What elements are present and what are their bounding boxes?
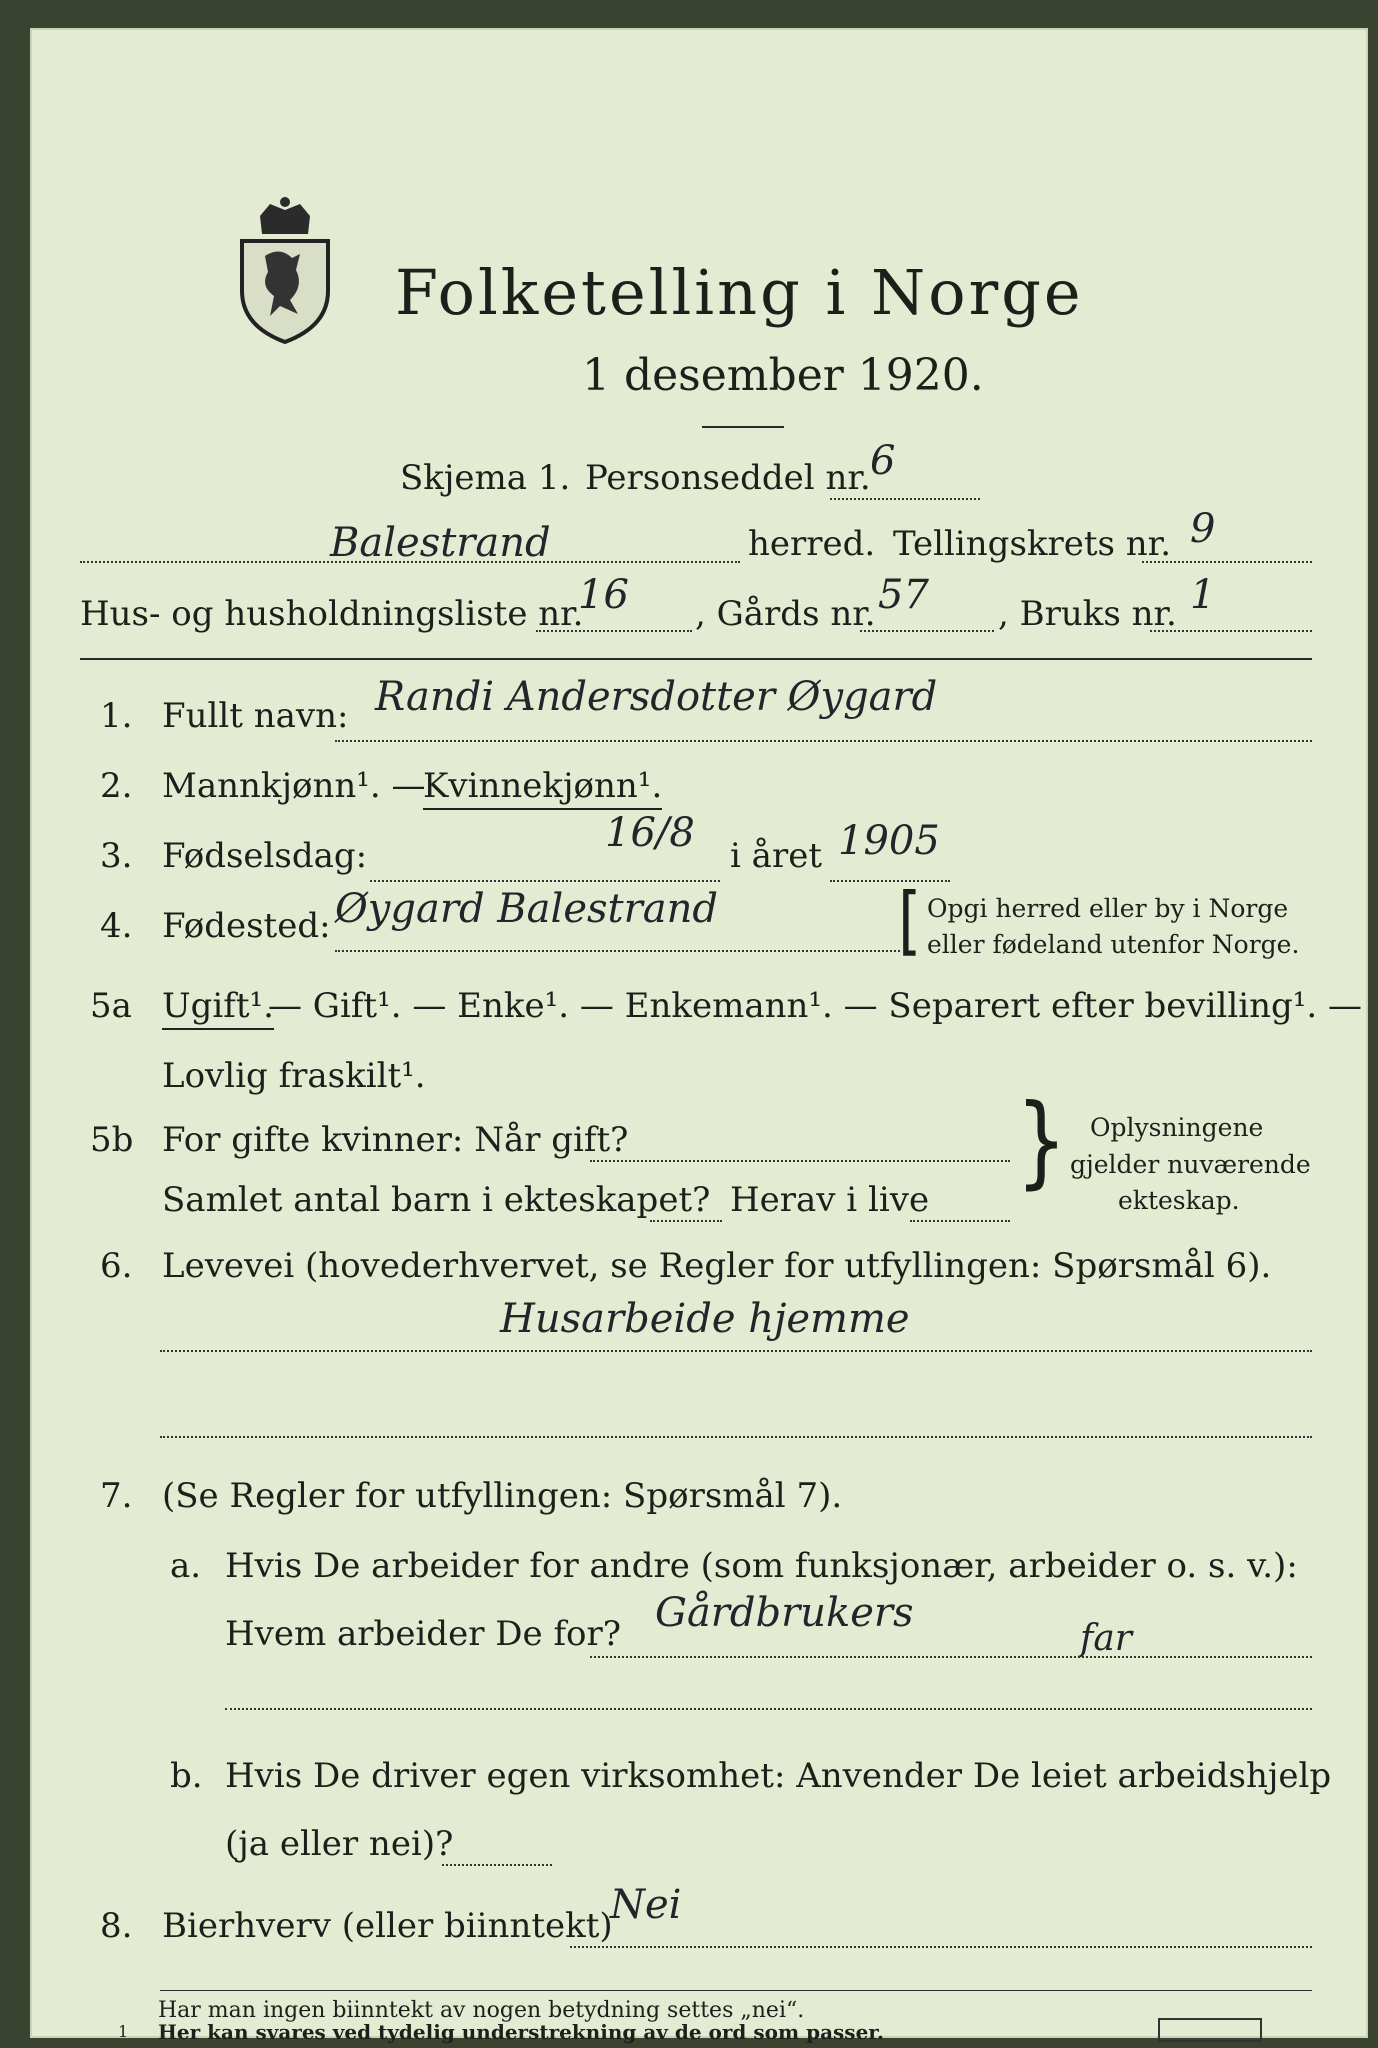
q2-female[interactable]: Kvinnekjønn¹. bbox=[423, 766, 662, 810]
header-divider bbox=[80, 658, 1312, 660]
q7a-mark: far bbox=[1080, 1618, 1132, 1659]
q6-line-1 bbox=[160, 1350, 1312, 1352]
q3-value[interactable]: 16/8 bbox=[605, 810, 695, 856]
q3-number: 3. bbox=[100, 836, 133, 876]
schema-prefix: Skjema 1. bbox=[400, 458, 571, 498]
q5b-note-1: Oplysningene bbox=[1090, 1113, 1264, 1142]
q2-male[interactable]: Mannkjønn¹. — bbox=[162, 766, 426, 806]
norway-coat-of-arms-icon bbox=[230, 196, 340, 346]
q5b-barn-line bbox=[650, 1220, 722, 1222]
q5b-label-3: Herav i live bbox=[730, 1180, 930, 1220]
q5a-options[interactable]: — Gift¹. — Enke¹. — Enkemann¹. — Separert efter bevilling¹. — bbox=[268, 986, 1363, 1026]
q3-label: Fødselsdag: bbox=[162, 836, 368, 876]
q8-number: 8. bbox=[100, 1906, 133, 1946]
q8-value[interactable]: Nei bbox=[610, 1882, 682, 1928]
schema-label: Personseddel nr. bbox=[585, 458, 871, 498]
q5a-line-2[interactable]: Lovlig fraskilt¹. bbox=[162, 1056, 426, 1096]
krets-line bbox=[1142, 561, 1312, 563]
q8-label: Bierhverv (eller biinntekt) bbox=[162, 1906, 613, 1946]
q5b-note-3: ekteskap. bbox=[1118, 1186, 1240, 1215]
q7b-line bbox=[442, 1864, 552, 1866]
bruks-value[interactable]: 1 bbox=[1190, 572, 1216, 618]
q5b-gift-line bbox=[590, 1160, 1010, 1162]
q5a-ugift[interactable]: Ugift¹. bbox=[162, 986, 274, 1030]
footer-note: Har man ingen biinntekt av nogen betydning settes „nei“. bbox=[158, 1998, 805, 2023]
herred-label: herred. bbox=[748, 524, 876, 564]
census-form bbox=[30, 28, 1368, 2038]
printer-stamp bbox=[1158, 2018, 1262, 2042]
q7b-label-2: (ja eller nei)? bbox=[225, 1824, 454, 1864]
krets-label: Tellingskrets nr. bbox=[893, 524, 1172, 564]
q4-brace: [ bbox=[898, 877, 922, 965]
gards-value[interactable]: 57 bbox=[878, 572, 929, 618]
q5b-label-1: For gifte kvinner: Når gift? bbox=[162, 1120, 629, 1160]
q3-year-label: i året bbox=[730, 836, 822, 876]
q7-label: (Se Regler for utfyllingen: Spørsmål 7). bbox=[162, 1476, 843, 1516]
liste-line bbox=[536, 630, 692, 632]
schema-value-line bbox=[830, 498, 980, 500]
q7a-value[interactable]: Gårdbrukers bbox=[655, 1590, 914, 1636]
q5b-note-2: gjelder nuværende bbox=[1070, 1150, 1311, 1179]
footer-divider bbox=[160, 1990, 1312, 1991]
q5b-number: 5b bbox=[90, 1120, 134, 1160]
q6-line-2 bbox=[160, 1436, 1312, 1438]
q6-number: 6. bbox=[100, 1246, 133, 1286]
schema-value[interactable]: 6 bbox=[870, 438, 896, 484]
q7-number: 7. bbox=[100, 1476, 133, 1516]
q4-number: 4. bbox=[100, 906, 133, 946]
q4-note-1: Opgi herred eller by i Norge bbox=[927, 894, 1289, 923]
q4-label: Fødested: bbox=[162, 906, 331, 946]
q7b-letter: b. bbox=[170, 1756, 203, 1796]
q1-number: 1. bbox=[100, 696, 133, 736]
q7a-line-2 bbox=[225, 1708, 1312, 1710]
q1-value[interactable]: Randi Andersdotter Øygard bbox=[375, 674, 938, 720]
q6-label: Levevei (hovederhvervet, se Regler for utfyllingen: Spørsmål 6). bbox=[162, 1246, 1272, 1286]
q1-label: Fullt navn: bbox=[162, 696, 349, 736]
census-date: 1 desember 1920. bbox=[582, 350, 984, 401]
footnote-text: Her kan svares ved tydelig understrekning av de ord som passer. bbox=[158, 2020, 884, 2044]
q3-year-line bbox=[830, 880, 950, 882]
krets-value[interactable]: 9 bbox=[1190, 506, 1216, 552]
q7a-letter: a. bbox=[170, 1546, 202, 1586]
q5b-live-line bbox=[910, 1220, 1010, 1222]
q7a-label: Hvis De arbeider for andre (som funksjonær, arbeider o. s. v.): bbox=[225, 1546, 1298, 1586]
q7a-line-1 bbox=[590, 1656, 1312, 1658]
herred-line bbox=[80, 561, 740, 563]
q2-number: 2. bbox=[100, 766, 133, 806]
q8-line bbox=[570, 1946, 1312, 1948]
q3-line bbox=[370, 880, 720, 882]
q7a-label-2: Hvem arbeider De for? bbox=[225, 1614, 621, 1654]
herred-value[interactable]: Balestrand bbox=[330, 520, 551, 566]
q4-line bbox=[335, 950, 900, 952]
q7b-label: Hvis De driver egen virksomhet: Anvender De leiet arbeidshjelp bbox=[225, 1756, 1332, 1796]
bruks-line bbox=[1150, 630, 1312, 632]
q5b-brace: } bbox=[1016, 1082, 1067, 1199]
title-divider bbox=[702, 426, 784, 428]
gards-label: , Gårds nr. bbox=[695, 594, 876, 634]
q4-value[interactable]: Øygard Balestrand bbox=[335, 886, 718, 932]
q4-note-2: eller fødeland utenfor Norge. bbox=[927, 930, 1300, 959]
gards-line bbox=[860, 630, 994, 632]
q6-value[interactable]: Husarbeide hjemme bbox=[500, 1296, 910, 1342]
liste-label: Hus- og husholdningsliste nr. bbox=[80, 594, 584, 634]
bruks-label: , Bruks nr. bbox=[998, 594, 1177, 634]
q1-line bbox=[335, 740, 1312, 742]
footnote-number: 1 bbox=[118, 2022, 129, 2041]
form-title: Folketelling i Norge bbox=[395, 256, 1084, 329]
q5b-label-2: Samlet antal barn i ekteskapet? bbox=[162, 1180, 711, 1220]
q3-year[interactable]: 1905 bbox=[838, 818, 940, 864]
q5a-number: 5a bbox=[90, 986, 132, 1026]
liste-value[interactable]: 16 bbox=[578, 572, 629, 618]
